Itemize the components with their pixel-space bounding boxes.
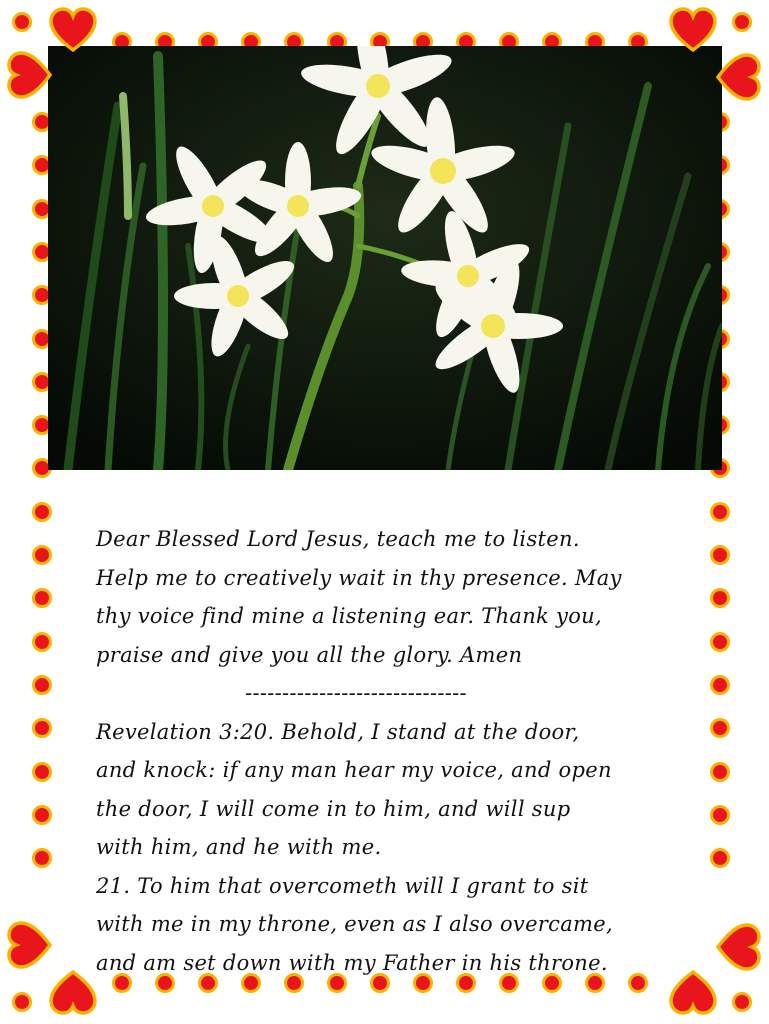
- heart-icon: [48, 6, 98, 56]
- border-dot: [32, 588, 52, 608]
- heart-icon: [6, 920, 56, 970]
- border-dot: [710, 718, 730, 738]
- scripture-line: and am set down with my Father in his throne.: [96, 950, 608, 975]
- border-dot: [710, 545, 730, 565]
- scripture-line: 21. To him that overcometh will I grant to sit: [96, 873, 589, 898]
- border-dot: [32, 848, 52, 868]
- border-dot: [32, 762, 52, 782]
- border-dot: [32, 545, 52, 565]
- border-dot: [710, 632, 730, 652]
- border-dot: [32, 675, 52, 695]
- narcissus-illustration: [48, 46, 722, 470]
- border-dot: [32, 502, 52, 522]
- prayer-line: Dear Blessed Lord Jesus, teach me to listen.: [96, 527, 580, 551]
- border-dot: [710, 588, 730, 608]
- border-dot: [732, 12, 752, 32]
- heart-icon: [712, 922, 762, 972]
- border-dot: [12, 992, 32, 1012]
- scripture-line: with me in my throne, even as I also overcame,: [96, 912, 613, 936]
- heart-icon: [668, 6, 718, 56]
- heart-icon: [6, 50, 56, 100]
- border-dot: [710, 502, 730, 522]
- flower-photo: [48, 46, 722, 470]
- scripture-line: with him, and he with me.: [96, 835, 382, 859]
- heart-icon: [48, 966, 98, 1016]
- heart-icon: [712, 52, 762, 102]
- border-dot: [732, 992, 752, 1012]
- prayer-line: Help me to creatively wait in thy presence. May: [96, 565, 622, 590]
- scripture-line: and knock: if any man hear my voice, and open: [96, 758, 612, 782]
- heart-icon: [668, 966, 718, 1016]
- border-dot: [32, 632, 52, 652]
- divider-line: ------------------------------: [245, 681, 467, 705]
- border-dot: [710, 762, 730, 782]
- prayer-line: praise and give you all the glory. Amen: [96, 642, 523, 667]
- border-dot: [710, 675, 730, 695]
- border-dot: [710, 848, 730, 868]
- scripture-line: the door, I will come in to him, and will sup: [96, 796, 571, 821]
- border-dot: [710, 805, 730, 825]
- scripture-line: Revelation 3:20. Behold, I stand at the door,: [96, 719, 580, 744]
- border-dot: [12, 12, 32, 32]
- prayer-line: thy voice find mine a listening ear. Thank you,: [96, 604, 602, 628]
- border-dot: [32, 718, 52, 738]
- prayer-text: [96, 520, 676, 982]
- border-dot: [32, 805, 52, 825]
